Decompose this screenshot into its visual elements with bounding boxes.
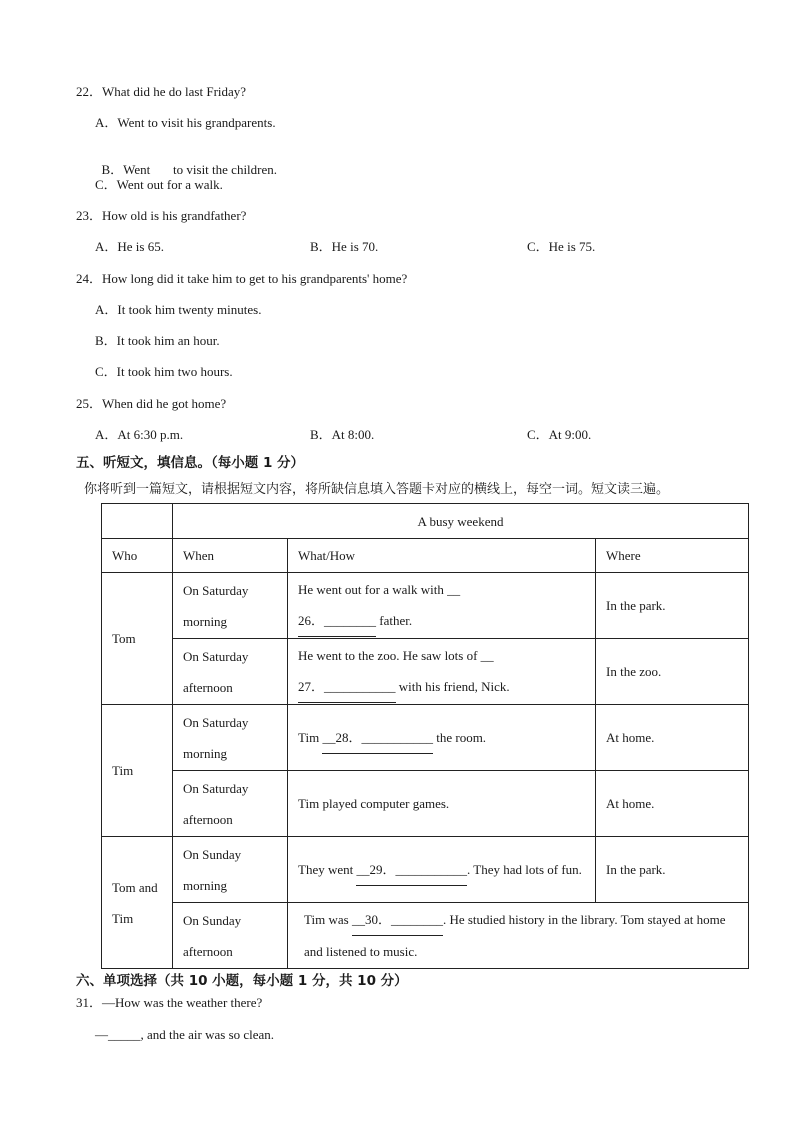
when-line: On Sunday (183, 846, 242, 862)
option-text: At 6:30 p.m. (117, 427, 184, 442)
option-text: It took him twenty minutes. (117, 302, 262, 317)
what-cell-wide (288, 903, 749, 969)
option-24-c (95, 364, 233, 380)
option-text: It took him two hours. (116, 364, 233, 379)
when-line: morning (183, 613, 228, 629)
option-23-a (95, 239, 164, 255)
what-text: . He studied history in the library. Tom stayed at home and listened to music. (304, 912, 726, 959)
what-text: He went to the zoo. He saw lots of __ (298, 648, 494, 663)
question-number: 31． (76, 995, 103, 1010)
when-cell (173, 903, 288, 969)
question-24 (76, 271, 407, 287)
where-cell: At home. (596, 771, 749, 837)
question-text: When did he got home? (102, 396, 227, 411)
option-text: Went to visit his grandparents. (117, 115, 276, 130)
who-tim: Tim (102, 705, 173, 837)
option-24-a (95, 302, 261, 318)
option-letter: C． (95, 177, 117, 192)
when-line: afternoon (183, 811, 233, 827)
question-23 (76, 208, 246, 224)
what-cell (288, 573, 596, 639)
when-line: On Saturday (183, 648, 249, 664)
when-cell (173, 705, 288, 771)
when-line: On Saturday (183, 582, 249, 598)
when-line: On Sunday (183, 912, 242, 928)
answer-blank-27[interactable]: 27．___________ (298, 671, 396, 703)
option-letter: B． (310, 427, 332, 442)
question-number: 24． (76, 271, 103, 286)
busy-weekend-table (101, 503, 749, 969)
answer-blank-26[interactable]: 26．________ (298, 605, 376, 637)
table-row (102, 705, 749, 771)
option-22-b (95, 146, 277, 178)
table-row (102, 903, 749, 969)
when-cell (173, 771, 288, 837)
who-line: Tom and (112, 879, 158, 895)
header-who: Who (102, 539, 173, 573)
question-25 (76, 396, 226, 412)
when-line: morning (183, 745, 228, 761)
where-cell: In the park. (596, 573, 749, 639)
question-text: What did he do last Friday? (102, 84, 247, 99)
what-cell (288, 705, 596, 771)
what-text: father. (376, 613, 413, 628)
question-number: 22． (76, 84, 103, 99)
answer-blank-29[interactable]: __29．___________ (356, 854, 467, 886)
option-25-c (527, 427, 591, 443)
what-cell (288, 837, 596, 903)
option-letter: C． (527, 427, 549, 442)
what-text: . They had lots of fun. (467, 861, 582, 877)
table-header-row (102, 539, 749, 573)
table-row (102, 771, 749, 837)
what-text: the room. (432, 729, 487, 745)
option-text: Went to visit the children. (123, 162, 278, 177)
where-cell: In the park. (596, 837, 749, 903)
option-letter: A． (95, 427, 118, 442)
section-5-instruction: 你将听到一篇短文，请根据短文内容，将所缺信息填入答题卡对应的横线上，每空一词。短文读三遍。 (84, 482, 670, 497)
section-5-title: 五、听短文，填信息。（每小题 1 分） (76, 455, 305, 471)
option-letter: C． (527, 239, 549, 254)
question-31 (76, 995, 262, 1011)
question-22 (76, 84, 246, 100)
when-line: afternoon (183, 679, 233, 695)
question-text: How old is his grandfather? (102, 208, 247, 223)
option-text: It took him an hour. (116, 333, 220, 348)
option-23-c (527, 239, 595, 255)
who-tom: Tom (102, 573, 173, 705)
header-when: When (173, 539, 288, 573)
what-text: Tim was (304, 912, 352, 927)
header-where: Where (596, 539, 749, 573)
answer-blank-30[interactable]: __30．________ (352, 904, 443, 936)
question-number: 23． (76, 208, 103, 223)
table-title-row (102, 504, 749, 539)
section-6-title: 六、单项选择（共 10 小题，每小题 1 分，共 10 分） (76, 973, 408, 989)
what-text: Tim (298, 729, 323, 745)
option-24-b (95, 333, 220, 349)
option-22-a (95, 115, 276, 131)
option-letter: A． (95, 302, 118, 317)
option-letter: A． (95, 115, 118, 130)
when-cell (173, 639, 288, 705)
option-22-c (95, 177, 223, 193)
table-title: A busy weekend (173, 504, 749, 539)
option-letter: B． (101, 162, 124, 177)
option-text: At 9:00. (548, 427, 592, 442)
option-25-b (310, 427, 374, 443)
answer-blank-28[interactable]: __28．___________ (322, 722, 433, 754)
option-text: He is 75. (548, 239, 596, 254)
table-row (102, 573, 749, 639)
table-corner-cell (102, 504, 173, 539)
option-text: At 8:00. (331, 427, 375, 442)
when-line: morning (183, 877, 228, 893)
when-cell (173, 837, 288, 903)
option-letter: C． (95, 364, 117, 379)
what-text: with his friend, Nick. (395, 679, 510, 694)
option-letter: B． (95, 333, 117, 348)
question-text: —How was the weather there? (102, 995, 263, 1010)
question-number: 25． (76, 396, 103, 411)
option-text: Went out for a walk. (116, 177, 223, 192)
where-cell: In the zoo. (596, 639, 749, 705)
option-letter: A． (95, 239, 118, 254)
who-line: Tim (112, 910, 134, 926)
when-line: On Saturday (183, 714, 249, 730)
when-line: On Saturday (183, 780, 249, 796)
what-text: They went (298, 861, 357, 877)
option-23-b (310, 239, 378, 255)
who-tom-and-tim (102, 837, 173, 969)
question-31-answer-line: —_____, and the air was so clean. (95, 1027, 275, 1042)
option-letter: B． (310, 239, 332, 254)
when-cell (173, 573, 288, 639)
what-text: He went out for a walk with __ (298, 582, 461, 597)
table-row (102, 837, 749, 903)
option-text: He is 65. (117, 239, 164, 254)
header-what: What/How (288, 539, 596, 573)
where-cell: At home. (596, 705, 749, 771)
what-cell (288, 639, 596, 705)
question-text: How long did it take him to get to his grandparents' home? (102, 271, 408, 286)
what-cell: Tim played computer games. (288, 771, 596, 837)
option-25-a (95, 427, 183, 443)
when-line: afternoon (183, 943, 233, 959)
table-row (102, 639, 749, 705)
option-text: He is 70. (331, 239, 379, 254)
